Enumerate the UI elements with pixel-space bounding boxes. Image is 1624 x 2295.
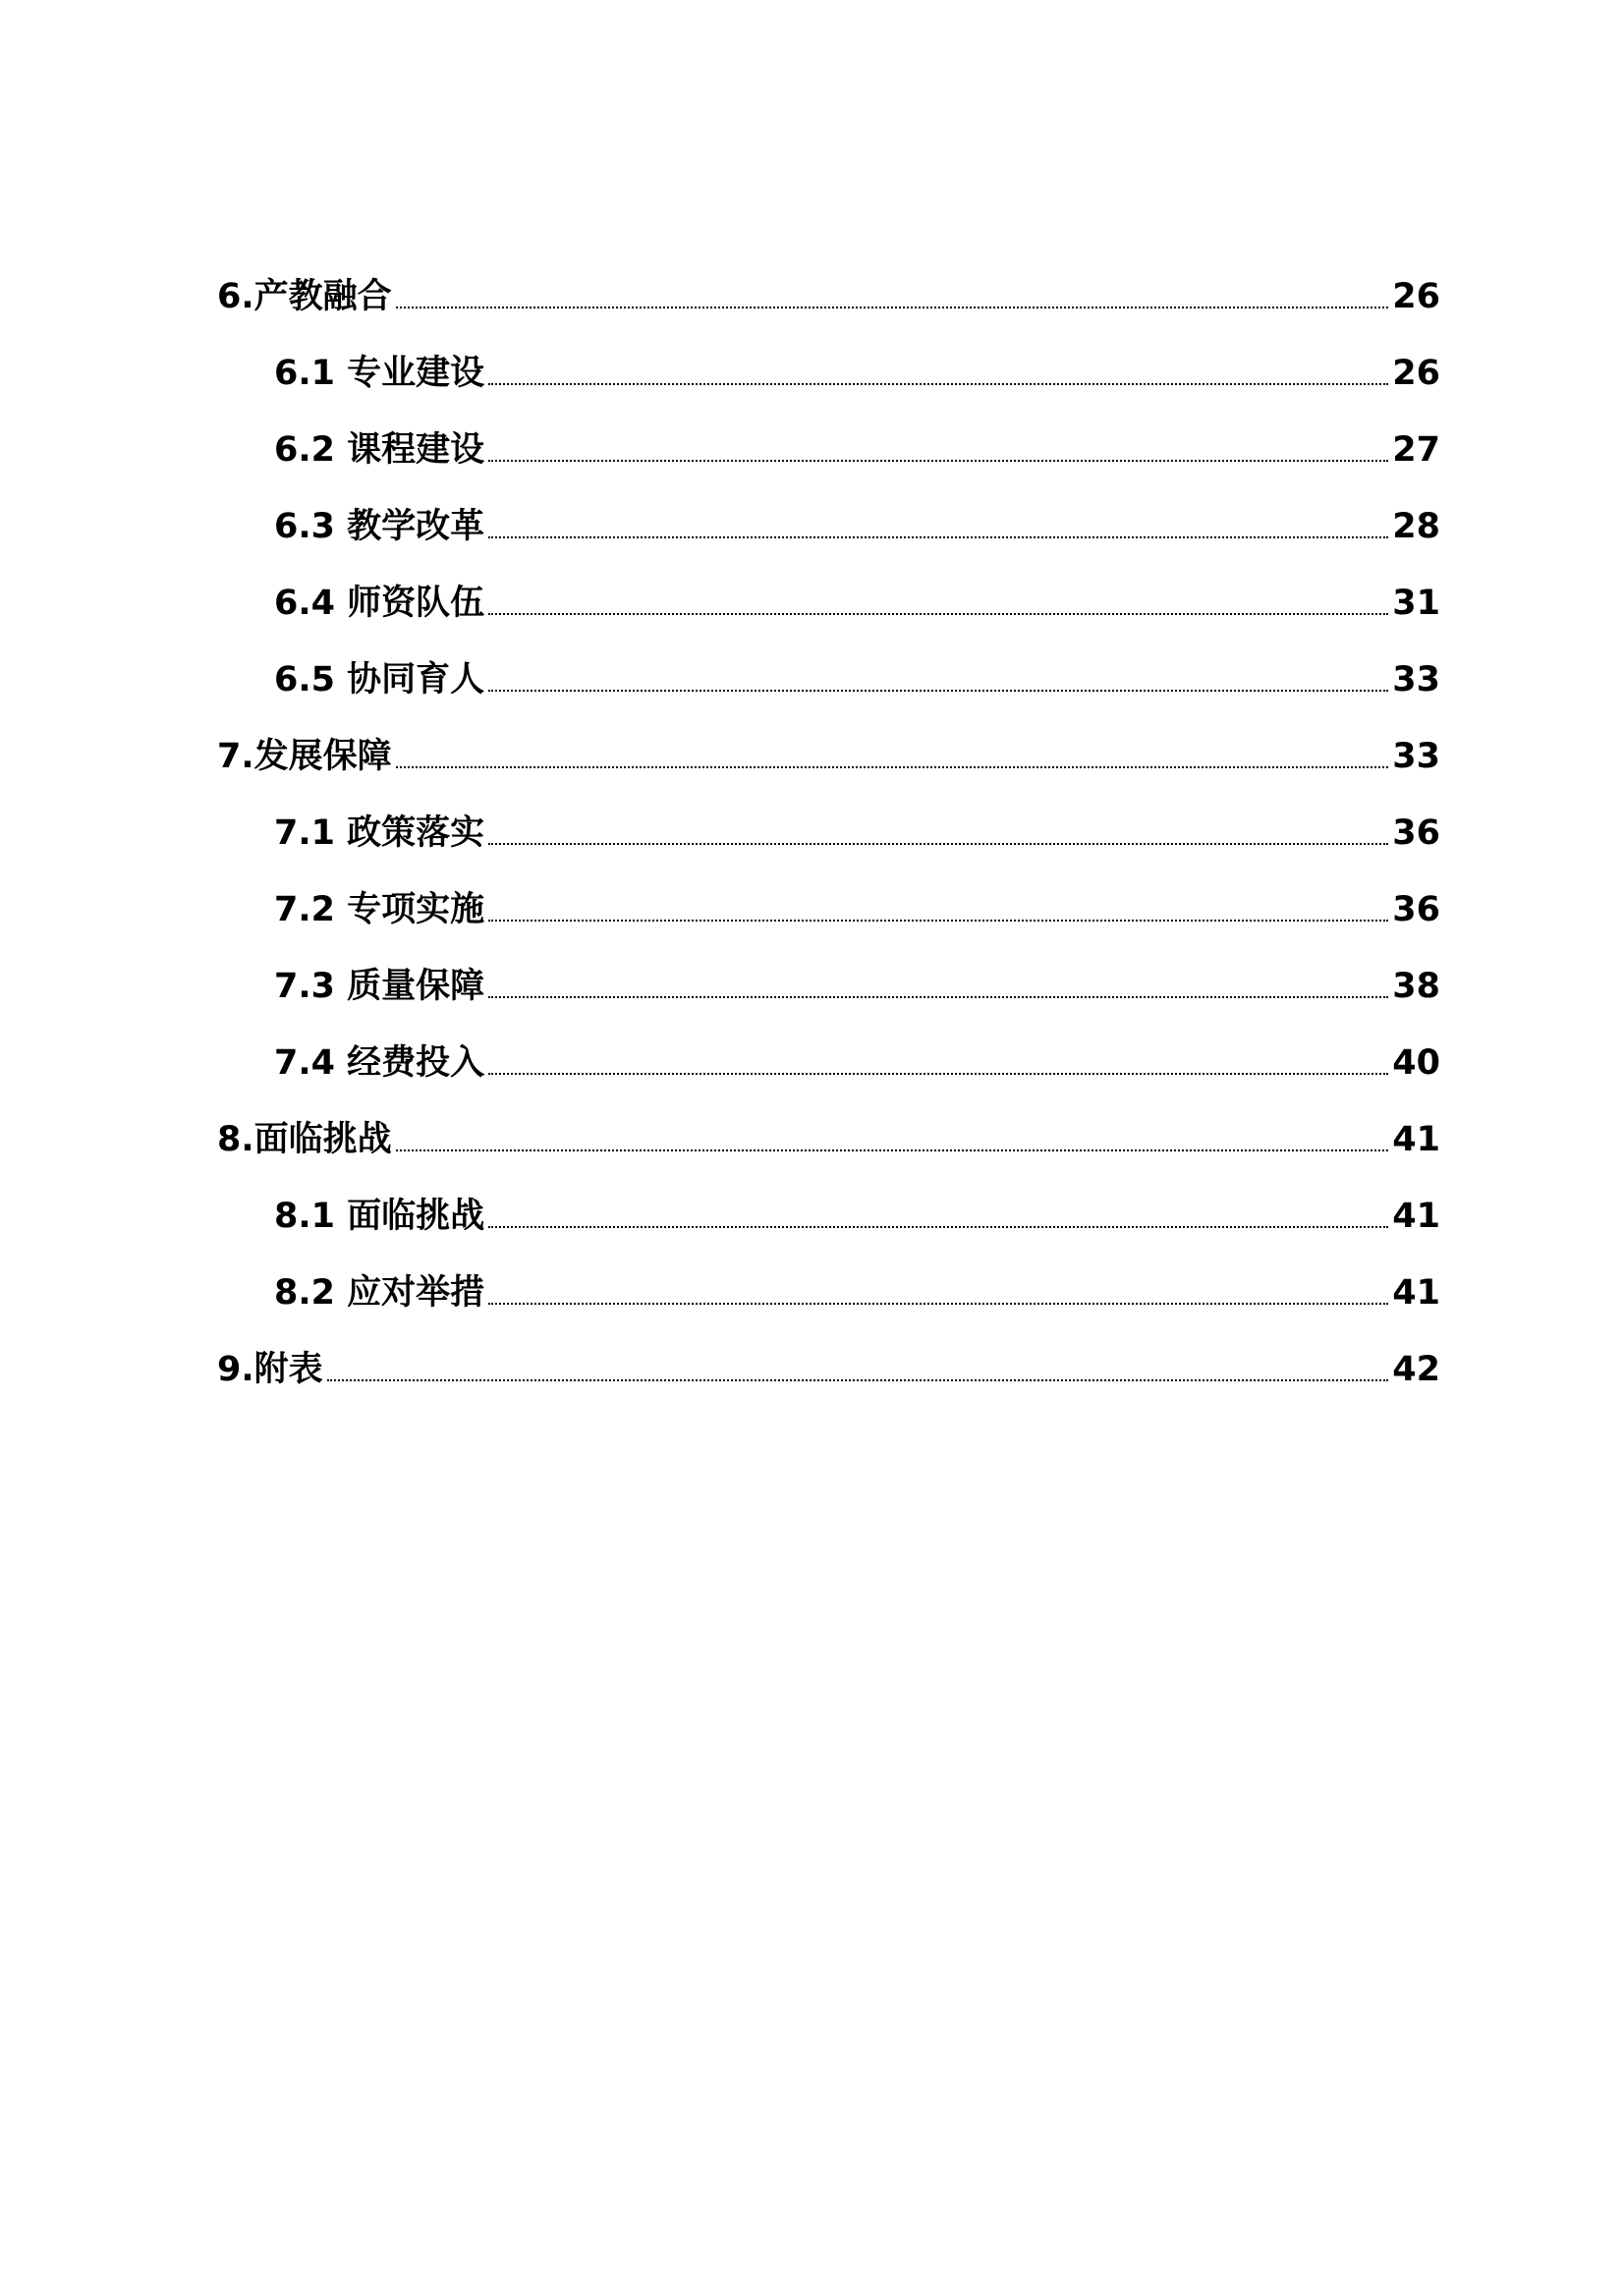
toc-entry-page-number: 41 (1392, 1197, 1440, 1236)
dot-leader (396, 766, 1389, 768)
toc-entry-title: 8.1 面临挑战 (274, 1197, 485, 1236)
toc-entry-title: 7.4 经费投入 (274, 1043, 485, 1083)
dot-leader (488, 843, 1388, 845)
toc-entry[interactable] (217, 324, 1440, 401)
dot-leader (396, 307, 1389, 308)
toc-entry-page-number: 31 (1392, 584, 1440, 623)
toc-entry-page-number: 33 (1392, 660, 1440, 700)
dot-leader (488, 383, 1388, 385)
toc-entry[interactable] (217, 631, 1440, 707)
toc-entry-title: 6.4 师资队伍 (274, 584, 485, 623)
toc-entry-title: 6.3 教学改革 (274, 507, 485, 546)
dot-leader (488, 1303, 1388, 1305)
toc-entry[interactable] (217, 1320, 1440, 1397)
dot-leader (488, 690, 1388, 692)
toc-entry[interactable] (217, 1014, 1440, 1091)
toc-entry-page-number: 26 (1392, 277, 1440, 316)
table-of-contents (217, 248, 1440, 1397)
toc-entry[interactable] (217, 1091, 1440, 1167)
toc-entry-page-number: 38 (1392, 967, 1440, 1006)
toc-entry-title: 7.2 专项实施 (274, 890, 485, 929)
toc-entry-title: 9.附表 (217, 1350, 323, 1389)
toc-entry-title: 6.产教融合 (217, 277, 392, 316)
toc-entry[interactable] (217, 554, 1440, 631)
dot-leader (488, 996, 1388, 998)
toc-entry-title: 7.3 质量保障 (274, 967, 485, 1006)
toc-entry-title: 7.1 政策落实 (274, 813, 485, 853)
toc-entry-page-number: 36 (1392, 890, 1440, 929)
dot-leader (488, 536, 1388, 538)
dot-leader (396, 1149, 1389, 1151)
toc-entry-title: 6.2 课程建设 (274, 430, 485, 470)
toc-entry[interactable] (217, 707, 1440, 784)
toc-entry-title: 6.5 协同育人 (274, 660, 485, 700)
dot-leader (488, 460, 1388, 462)
toc-entry[interactable] (217, 861, 1440, 937)
toc-entry[interactable] (217, 477, 1440, 554)
toc-entry-title: 6.1 专业建设 (274, 354, 485, 393)
toc-entry-page-number: 33 (1392, 737, 1440, 776)
toc-entry-page-number: 28 (1392, 507, 1440, 546)
toc-entry[interactable] (217, 1167, 1440, 1244)
toc-entry-page-number: 26 (1392, 354, 1440, 393)
toc-entry-page-number: 36 (1392, 813, 1440, 853)
toc-entry[interactable] (217, 401, 1440, 477)
toc-entry-page-number: 27 (1392, 430, 1440, 470)
toc-entry-title: 8.面临挑战 (217, 1120, 392, 1159)
toc-entry[interactable] (217, 248, 1440, 324)
toc-entry[interactable] (217, 784, 1440, 861)
dot-leader (488, 1226, 1388, 1228)
toc-entry-title: 7.发展保障 (217, 737, 392, 776)
dot-leader (488, 613, 1388, 615)
toc-entry-page-number: 42 (1392, 1350, 1440, 1389)
dot-leader (327, 1379, 1389, 1381)
toc-entry[interactable] (217, 1244, 1440, 1320)
toc-entry-page-number: 41 (1392, 1273, 1440, 1313)
dot-leader (488, 920, 1388, 922)
toc-entry-title: 8.2 应对举措 (274, 1273, 485, 1313)
dot-leader (488, 1073, 1388, 1075)
toc-entry-page-number: 41 (1392, 1120, 1440, 1159)
toc-entry-page-number: 40 (1392, 1043, 1440, 1083)
toc-entry[interactable] (217, 937, 1440, 1014)
